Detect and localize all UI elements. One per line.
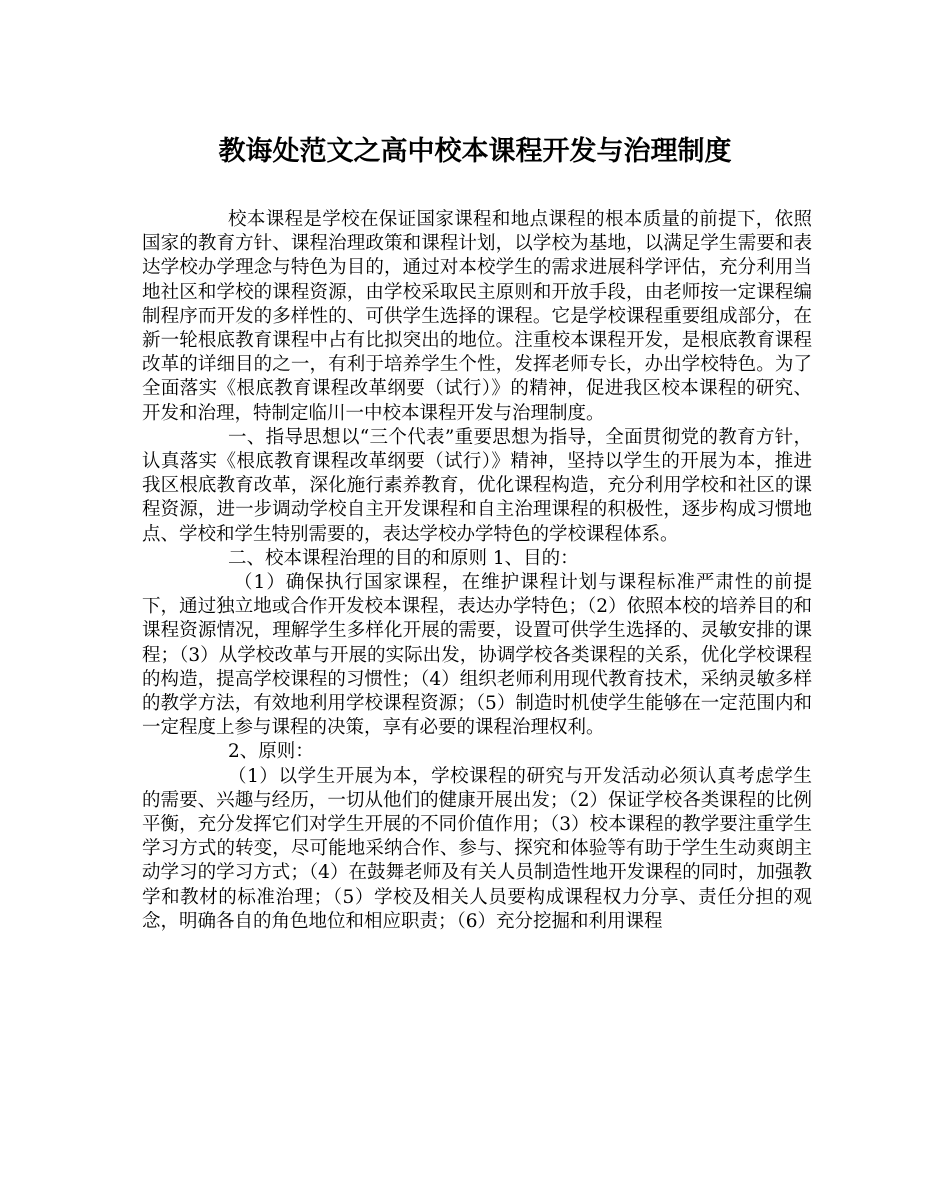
paragraph-guiding-thought: 一、指导思想以“三个代表”重要思想为指导，全面贯彻党的教育方针，认真落实《根底教育课程改革纲要（试行）》精神，坚持以学生的开展为本，推进我区根底教育改革，深化施行素养教育，优化课程构造，充分利用学校和社区的课程资源，进一步调动学校自主开发课程和自主治理课程的积极性，逐步构成习惯地点、学校和学生特别需要的，表达学校办学特色的学校课程体系。 (142, 426, 812, 545)
paragraph-goals: （1）确保执行国家课程，在维护课程计划与课程标准严肃性的前提下，通过独立地或合作开发校本课程，表达办学特色；（2）依照本校的培养目的和课程资源情况，理解学生多样化开展的需要，设置可供学生选择的、灵敏安排的课程；（3）从学校改革与开展的实际出发，协调学校各类课程的关系，优化学校课程的构造，提高学校课程的习惯性；（4）组织老师利用现代教育技术，采纳灵敏多样的教学方法，有效地利用学校课程资源；（5）制造时机使学生能够在一定范围内和一定程度上参与课程的决策，享有必要的课程治理权利。 (142, 572, 812, 739)
paragraph-section-two-heading: 二、校本课程治理的目的和原则 1、目的： (228, 547, 579, 569)
paragraph-intro: 校本课程是学校在保证国家课程和地点课程的根本质量的前提下，依照国家的教育方针、课程治理政策和课程计划，以学校为基地，以满足学生需要和表达学校办学理念与特色为目的，通过对本校学生的需求进展科学评估，充分利用当地社区和学校的课程资源，由学校采取民主原则和开放手段，由老师按一定课程编制程序而开发的多样性的、可供学生选择的课程。它是学校课程重要组成部分，在新一轮根底教育课程中占有比拟突出的地位。注重校本课程开发，是根底教育课程改革的详细目的之一，有利于培养学生个性，发挥老师专长，办出学校特色。为了全面落实《根底教育课程改革纲要（试行）》的精神，促进我区校本课程的研究、开发和治理，特制定临川一中校本课程开发与治理制度。 (142, 209, 812, 424)
paragraph-principles-heading: 2、原则： (228, 741, 314, 763)
paragraph-principles: （1）以学生开展为本，学校课程的研究与开发活动必须认真考虑学生的需要、兴趣与经历，一切从他们的健康开展出发；（2）保证学校各类课程的比例平衡，充分发挥它们对学生开展的不同价值作用；（3）校本课程的教学要注重学生学习方式的转变，尽可能地采纳合作、参与、探究和体验等有助于学生生动爽朗主动学习的学习方式；（4）在鼓舞老师及有关人员制造性地开发课程的同时，加强教学和教材的标准治理；（5）学校及相关人员要构成课程权力分享、责任分担的观念，明确各自的角色地位和相应职责；（6）充分挖掘和利用课程 (142, 765, 812, 932)
document-body (142, 208, 812, 934)
document-title: 教诲处范文之高中校本课程开发与治理制度 (218, 136, 732, 167)
